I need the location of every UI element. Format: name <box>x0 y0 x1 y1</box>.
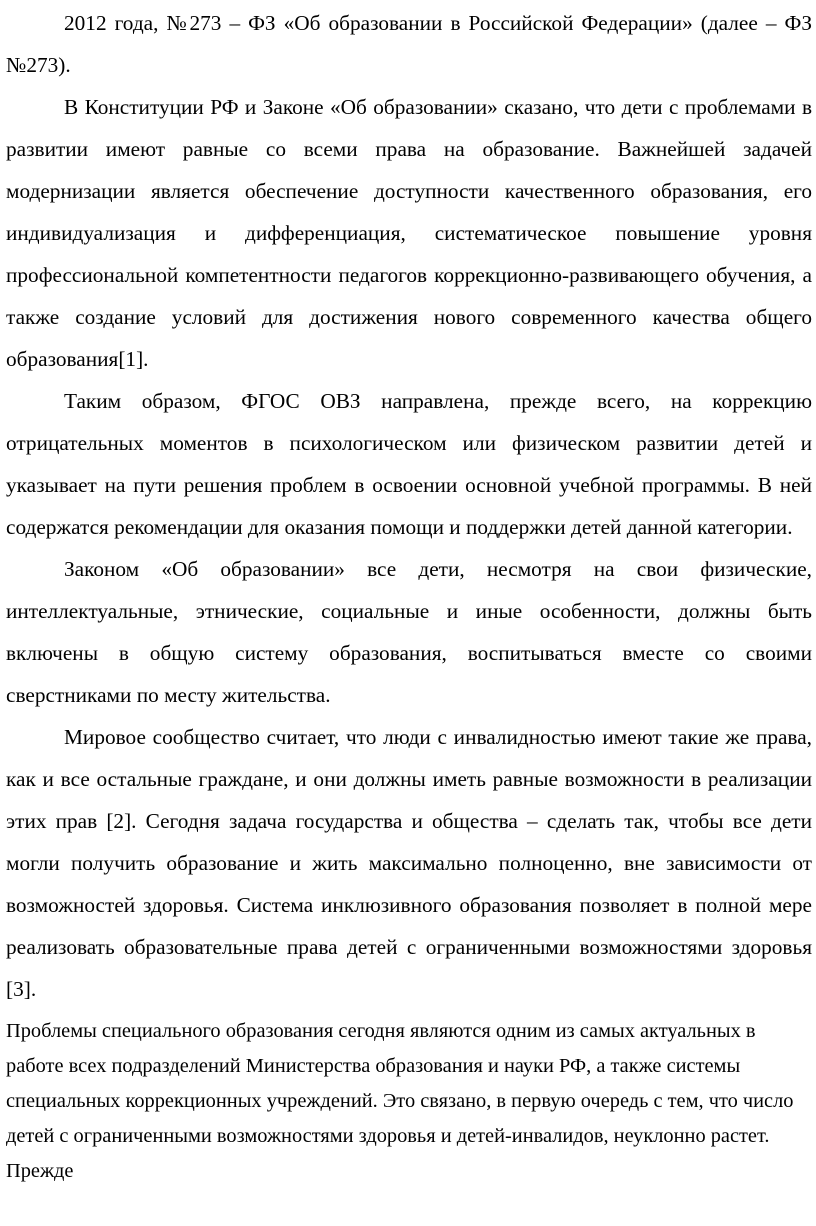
paragraph-world-community: Мировое сообщество считает, что люди с инвалидностью имеют такие же права, как и все остальные граждане, и они должны иметь равные возможности в реализации этих прав [2]. Сегодня задача государства и общества – сделать так, чтобы все дети могли получить образование и жить максимально полноценно, вне зависимости от возможностей здоровья. Система инклюзивного образования позволяет в полной мере реализовать образовательные права детей с ограниченными возможностями здоровья [3]. <box>6 725 812 1001</box>
paragraph-fgos: Таким образом, ФГОС ОВЗ направлена, прежде всего, на коррекцию отрицательных моментов в психологическом или физическом развитии детей и указывает на пути решения проблем в освоении основной учебной программы. В ней содержатся рекомендации для оказания помощи и поддержки детей данной категории. <box>6 389 812 539</box>
paragraph-special-education: Проблемы специального образования сегодня являются одним из самых актуальных в работе всех подразделений Министерства образования и науки РФ, а также системы специальных коррекционных учреждений. Это связано, в первую очередь с тем, что число детей с ограниченными возможностями здоровья и детей-инвалидов, неуклонно растет. Прежде <box>6 1020 794 1182</box>
paragraph-education-law: Законом «Об образовании» все дети, несмотря на свои физические, интеллектуальные, этнические, социальные и иные особенности, должны быть включены в общую систему образования, воспитываться вместе со своими сверстниками по месту жительства. <box>6 557 812 707</box>
paragraph-law-reference: 2012 года, №273 – ФЗ «Об образовании в Российской Федерации» (далее – ФЗ №273). <box>6 11 812 77</box>
paragraph-constitution: В Конституции РФ и Законе «Об образовании» сказано, что дети с проблемами в развитии имеют равные со всеми права на образование. Важнейшей задачей модернизации является обеспечение доступности качественного образования, его индивидуализация и дифференциация, систематическое повышение уровня профессиональной компетентности педагогов коррекционно-развивающего обучения, а также создание условий для достижения нового современного качества общего образования[1]. <box>6 95 812 371</box>
document-page <box>6 0 812 1189</box>
